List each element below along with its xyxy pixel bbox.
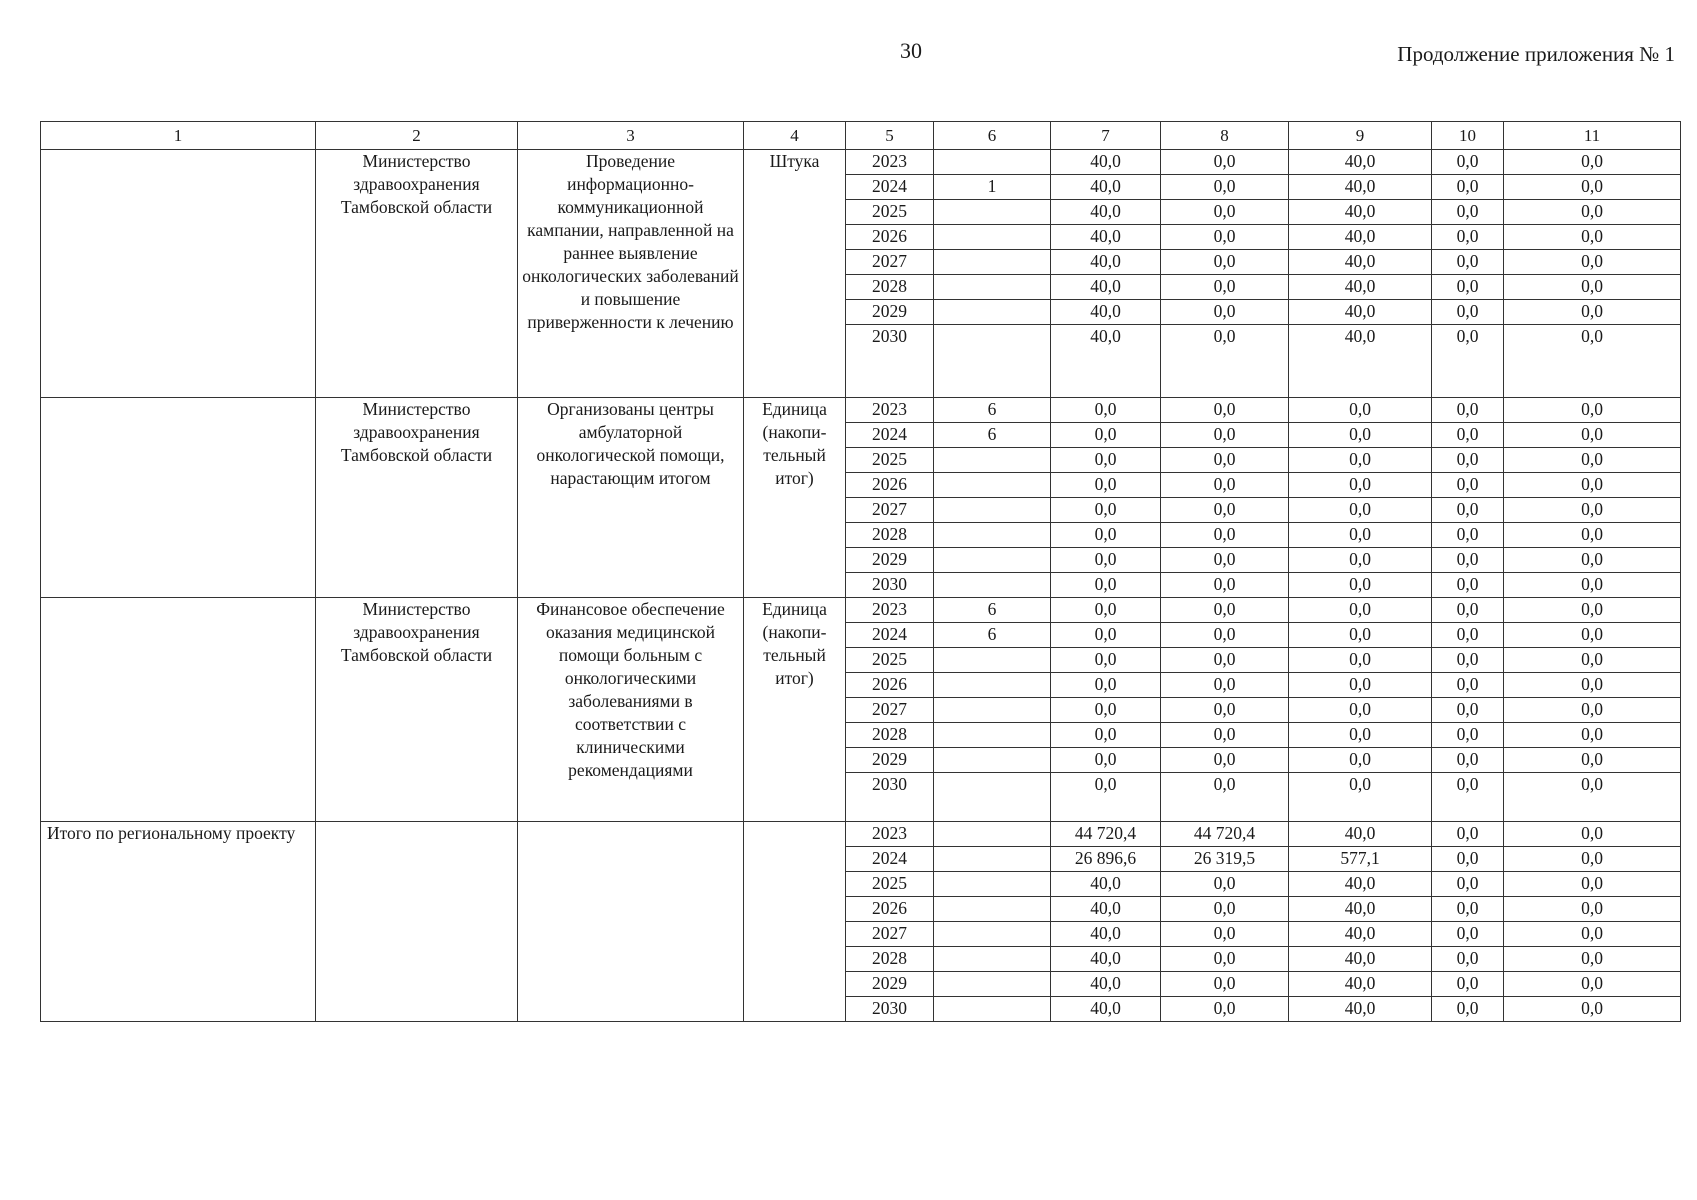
col6-cell	[934, 225, 1051, 250]
year-cell: 2024	[846, 175, 934, 200]
col9-cell: 0,0	[1289, 748, 1432, 773]
col11-cell: 0,0	[1504, 523, 1681, 548]
empty-cell	[518, 822, 744, 1022]
col8-cell: 0,0	[1161, 748, 1289, 773]
col6-cell	[934, 723, 1051, 748]
col7-cell: 40,0	[1051, 200, 1161, 225]
col7-cell: 40,0	[1051, 175, 1161, 200]
col8-cell: 0,0	[1161, 325, 1289, 398]
col9-cell: 0,0	[1289, 773, 1432, 822]
col10-cell: 0,0	[1432, 250, 1504, 275]
col7-cell: 40,0	[1051, 325, 1161, 398]
col7-cell: 0,0	[1051, 648, 1161, 673]
col11-cell: 0,0	[1504, 300, 1681, 325]
table-row	[41, 598, 1681, 623]
col6-cell: 6	[934, 623, 1051, 648]
col7-cell: 0,0	[1051, 573, 1161, 598]
data-table	[40, 121, 1681, 1022]
column-header: 4	[744, 122, 846, 150]
total-label: Итого по региональному проекту	[41, 822, 316, 1022]
col7-cell: 40,0	[1051, 947, 1161, 972]
col6-cell	[934, 947, 1051, 972]
col6-cell	[934, 922, 1051, 947]
column-header: 6	[934, 122, 1051, 150]
col10-cell: 0,0	[1432, 225, 1504, 250]
col8-cell: 0,0	[1161, 972, 1289, 997]
col6-cell	[934, 325, 1051, 398]
col9-cell: 40,0	[1289, 275, 1432, 300]
column-numbers-row	[41, 122, 1681, 150]
year-cell: 2025	[846, 872, 934, 897]
year-cell: 2025	[846, 648, 934, 673]
col7-cell: 0,0	[1051, 523, 1161, 548]
col7-cell: 0,0	[1051, 748, 1161, 773]
year-cell: 2026	[846, 473, 934, 498]
col8-cell: 0,0	[1161, 548, 1289, 573]
col6-cell	[934, 275, 1051, 300]
column-header: 9	[1289, 122, 1432, 150]
col9-cell: 40,0	[1289, 822, 1432, 847]
col10-cell: 0,0	[1432, 648, 1504, 673]
col6-cell	[934, 698, 1051, 723]
col11-cell: 0,0	[1504, 498, 1681, 523]
col11-cell: 0,0	[1504, 872, 1681, 897]
col11-cell: 0,0	[1504, 947, 1681, 972]
col7-cell: 44 720,4	[1051, 822, 1161, 847]
col9-cell: 40,0	[1289, 947, 1432, 972]
empty-cell	[41, 150, 316, 398]
year-cell: 2029	[846, 548, 934, 573]
col7-cell: 0,0	[1051, 448, 1161, 473]
col7-cell: 0,0	[1051, 698, 1161, 723]
table-row	[41, 398, 1681, 423]
col10-cell: 0,0	[1432, 947, 1504, 972]
col11-cell: 0,0	[1504, 623, 1681, 648]
col9-cell: 0,0	[1289, 398, 1432, 423]
col7-cell: 40,0	[1051, 872, 1161, 897]
col10-cell: 0,0	[1432, 748, 1504, 773]
col7-cell: 0,0	[1051, 423, 1161, 448]
col8-cell: 0,0	[1161, 723, 1289, 748]
col10-cell: 0,0	[1432, 573, 1504, 598]
col9-cell: 40,0	[1289, 997, 1432, 1022]
col9-cell: 40,0	[1289, 922, 1432, 947]
col8-cell: 0,0	[1161, 448, 1289, 473]
year-cell: 2028	[846, 947, 934, 972]
year-cell: 2029	[846, 972, 934, 997]
col6-cell	[934, 150, 1051, 175]
col6-cell	[934, 673, 1051, 698]
col9-cell: 40,0	[1289, 200, 1432, 225]
col8-cell: 0,0	[1161, 648, 1289, 673]
col10-cell: 0,0	[1432, 175, 1504, 200]
year-cell: 2025	[846, 448, 934, 473]
column-header: 7	[1051, 122, 1161, 150]
col6-cell	[934, 748, 1051, 773]
year-cell: 2023	[846, 398, 934, 423]
column-header: 3	[518, 122, 744, 150]
col7-cell: 40,0	[1051, 225, 1161, 250]
col11-cell: 0,0	[1504, 648, 1681, 673]
col10-cell: 0,0	[1432, 847, 1504, 872]
column-header: 1	[41, 122, 316, 150]
col9-cell: 0,0	[1289, 648, 1432, 673]
col7-cell: 40,0	[1051, 897, 1161, 922]
col9-cell: 40,0	[1289, 250, 1432, 275]
col8-cell: 0,0	[1161, 673, 1289, 698]
col7-cell: 0,0	[1051, 773, 1161, 822]
col10-cell: 0,0	[1432, 498, 1504, 523]
col8-cell: 0,0	[1161, 997, 1289, 1022]
col8-cell: 44 720,4	[1161, 822, 1289, 847]
col9-cell: 0,0	[1289, 473, 1432, 498]
year-cell: 2023	[846, 598, 934, 623]
col11-cell: 0,0	[1504, 448, 1681, 473]
col11-cell: 0,0	[1504, 997, 1681, 1022]
col6-cell: 6	[934, 398, 1051, 423]
col7-cell: 0,0	[1051, 598, 1161, 623]
col8-cell: 0,0	[1161, 947, 1289, 972]
col11-cell: 0,0	[1504, 548, 1681, 573]
year-cell: 2027	[846, 498, 934, 523]
col10-cell: 0,0	[1432, 922, 1504, 947]
col9-cell: 40,0	[1289, 175, 1432, 200]
col7-cell: 40,0	[1051, 250, 1161, 275]
col7-cell: 40,0	[1051, 972, 1161, 997]
col6-cell	[934, 548, 1051, 573]
col7-cell: 0,0	[1051, 723, 1161, 748]
year-cell: 2026	[846, 897, 934, 922]
col10-cell: 0,0	[1432, 598, 1504, 623]
unit-cell: Штука	[744, 150, 846, 398]
col11-cell: 0,0	[1504, 423, 1681, 448]
year-cell: 2030	[846, 773, 934, 822]
col7-cell: 40,0	[1051, 922, 1161, 947]
year-cell: 2024	[846, 847, 934, 872]
col10-cell: 0,0	[1432, 723, 1504, 748]
col10-cell: 0,0	[1432, 773, 1504, 822]
col8-cell: 0,0	[1161, 473, 1289, 498]
col7-cell: 26 896,6	[1051, 847, 1161, 872]
col6-cell: 6	[934, 598, 1051, 623]
col7-cell: 0,0	[1051, 548, 1161, 573]
col8-cell: 0,0	[1161, 423, 1289, 448]
col8-cell: 0,0	[1161, 872, 1289, 897]
col9-cell: 40,0	[1289, 872, 1432, 897]
col6-cell	[934, 997, 1051, 1022]
column-header: 10	[1432, 122, 1504, 150]
col6-cell	[934, 872, 1051, 897]
year-cell: 2029	[846, 748, 934, 773]
column-header: 8	[1161, 122, 1289, 150]
col11-cell: 0,0	[1504, 748, 1681, 773]
year-cell: 2027	[846, 922, 934, 947]
col10-cell: 0,0	[1432, 325, 1504, 398]
col7-cell: 0,0	[1051, 623, 1161, 648]
empty-cell	[744, 822, 846, 1022]
year-cell: 2025	[846, 200, 934, 225]
col10-cell: 0,0	[1432, 897, 1504, 922]
col7-cell: 40,0	[1051, 300, 1161, 325]
col7-cell: 40,0	[1051, 997, 1161, 1022]
year-cell: 2026	[846, 673, 934, 698]
col6-cell	[934, 573, 1051, 598]
col6-cell	[934, 250, 1051, 275]
col8-cell: 0,0	[1161, 773, 1289, 822]
col9-cell: 40,0	[1289, 972, 1432, 997]
col10-cell: 0,0	[1432, 698, 1504, 723]
col11-cell: 0,0	[1504, 175, 1681, 200]
col8-cell: 0,0	[1161, 573, 1289, 598]
col6-cell	[934, 523, 1051, 548]
year-cell: 2023	[846, 150, 934, 175]
unit-cell: Единица (накопи-тельный итог)	[744, 398, 846, 598]
col10-cell: 0,0	[1432, 473, 1504, 498]
year-cell: 2028	[846, 723, 934, 748]
col6-cell: 1	[934, 175, 1051, 200]
col8-cell: 0,0	[1161, 300, 1289, 325]
col6-cell	[934, 473, 1051, 498]
col6-cell: 6	[934, 423, 1051, 448]
col10-cell: 0,0	[1432, 623, 1504, 648]
continuation-caption: Продолжение приложения № 1	[1397, 42, 1675, 66]
col6-cell	[934, 847, 1051, 872]
col9-cell: 0,0	[1289, 423, 1432, 448]
year-cell: 2026	[846, 225, 934, 250]
col11-cell: 0,0	[1504, 598, 1681, 623]
col6-cell	[934, 822, 1051, 847]
col6-cell	[934, 300, 1051, 325]
col7-cell: 0,0	[1051, 673, 1161, 698]
col10-cell: 0,0	[1432, 398, 1504, 423]
empty-cell	[41, 598, 316, 822]
col9-cell: 0,0	[1289, 673, 1432, 698]
col8-cell: 0,0	[1161, 623, 1289, 648]
col9-cell: 40,0	[1289, 325, 1432, 398]
col7-cell: 0,0	[1051, 473, 1161, 498]
col10-cell: 0,0	[1432, 822, 1504, 847]
col8-cell: 0,0	[1161, 200, 1289, 225]
col10-cell: 0,0	[1432, 997, 1504, 1022]
col11-cell: 0,0	[1504, 225, 1681, 250]
empty-cell	[316, 822, 518, 1022]
ministry-cell: Министерство здравоохранения Тамбовской области	[316, 598, 518, 822]
col10-cell: 0,0	[1432, 150, 1504, 175]
col10-cell: 0,0	[1432, 972, 1504, 997]
col8-cell: 0,0	[1161, 598, 1289, 623]
col9-cell: 40,0	[1289, 150, 1432, 175]
col11-cell: 0,0	[1504, 473, 1681, 498]
col11-cell: 0,0	[1504, 250, 1681, 275]
col9-cell: 0,0	[1289, 598, 1432, 623]
col11-cell: 0,0	[1504, 723, 1681, 748]
year-cell: 2027	[846, 698, 934, 723]
col9-cell: 0,0	[1289, 523, 1432, 548]
col8-cell: 0,0	[1161, 698, 1289, 723]
col8-cell: 0,0	[1161, 498, 1289, 523]
year-cell: 2027	[846, 250, 934, 275]
col8-cell: 0,0	[1161, 897, 1289, 922]
ministry-cell: Министерство здравоохранения Тамбовской области	[316, 398, 518, 598]
col9-cell: 0,0	[1289, 623, 1432, 648]
ministry-cell: Министерство здравоохранения Тамбовской области	[316, 150, 518, 398]
year-cell: 2024	[846, 623, 934, 648]
col9-cell: 0,0	[1289, 448, 1432, 473]
col11-cell: 0,0	[1504, 698, 1681, 723]
col10-cell: 0,0	[1432, 300, 1504, 325]
col6-cell	[934, 972, 1051, 997]
col9-cell: 0,0	[1289, 498, 1432, 523]
col6-cell	[934, 897, 1051, 922]
col11-cell: 0,0	[1504, 847, 1681, 872]
col11-cell: 0,0	[1504, 822, 1681, 847]
page-number: 30	[900, 38, 922, 63]
col9-cell: 40,0	[1289, 300, 1432, 325]
col9-cell: 0,0	[1289, 573, 1432, 598]
column-header: 11	[1504, 122, 1681, 150]
table-body	[41, 150, 1681, 1022]
col7-cell: 40,0	[1051, 275, 1161, 300]
col6-cell	[934, 498, 1051, 523]
col8-cell: 0,0	[1161, 922, 1289, 947]
col11-cell: 0,0	[1504, 275, 1681, 300]
col8-cell: 0,0	[1161, 175, 1289, 200]
year-cell: 2024	[846, 423, 934, 448]
col9-cell: 40,0	[1289, 225, 1432, 250]
column-header: 2	[316, 122, 518, 150]
col10-cell: 0,0	[1432, 673, 1504, 698]
measure-cell: Организованы центры амбулаторной онкологической помощи, нарастающим итогом	[518, 398, 744, 598]
col9-cell: 40,0	[1289, 897, 1432, 922]
unit-cell: Единица (накопи-тельный итог)	[744, 598, 846, 822]
col7-cell: 40,0	[1051, 150, 1161, 175]
col11-cell: 0,0	[1504, 325, 1681, 398]
col7-cell: 0,0	[1051, 498, 1161, 523]
col11-cell: 0,0	[1504, 150, 1681, 175]
col6-cell	[934, 200, 1051, 225]
col6-cell	[934, 648, 1051, 673]
col9-cell: 0,0	[1289, 698, 1432, 723]
col8-cell: 0,0	[1161, 275, 1289, 300]
col9-cell: 577,1	[1289, 847, 1432, 872]
col11-cell: 0,0	[1504, 773, 1681, 822]
col8-cell: 0,0	[1161, 225, 1289, 250]
col10-cell: 0,0	[1432, 423, 1504, 448]
year-cell: 2030	[846, 325, 934, 398]
col11-cell: 0,0	[1504, 922, 1681, 947]
year-cell: 2030	[846, 573, 934, 598]
col10-cell: 0,0	[1432, 523, 1504, 548]
col11-cell: 0,0	[1504, 398, 1681, 423]
year-cell: 2028	[846, 523, 934, 548]
total-row	[41, 822, 1681, 847]
col6-cell	[934, 773, 1051, 822]
col10-cell: 0,0	[1432, 200, 1504, 225]
col8-cell: 26 319,5	[1161, 847, 1289, 872]
col10-cell: 0,0	[1432, 548, 1504, 573]
measure-cell: Финансовое обеспечение оказания медицинской помощи больным с онкологическими заболеваниями в соответствии с клиническими рекомендациями	[518, 598, 744, 822]
col10-cell: 0,0	[1432, 872, 1504, 897]
measure-cell: Проведение информационно-коммуникационной кампании, направленной на раннее выявление онкологических заболеваний и повышение приверженности к лечению	[518, 150, 744, 398]
col11-cell: 0,0	[1504, 573, 1681, 598]
col6-cell	[934, 448, 1051, 473]
col7-cell: 0,0	[1051, 398, 1161, 423]
column-header: 5	[846, 122, 934, 150]
year-cell: 2029	[846, 300, 934, 325]
col8-cell: 0,0	[1161, 250, 1289, 275]
col11-cell: 0,0	[1504, 673, 1681, 698]
table-row	[41, 150, 1681, 175]
col11-cell: 0,0	[1504, 897, 1681, 922]
col11-cell: 0,0	[1504, 972, 1681, 997]
year-cell: 2030	[846, 997, 934, 1022]
year-cell: 2023	[846, 822, 934, 847]
col10-cell: 0,0	[1432, 448, 1504, 473]
col8-cell: 0,0	[1161, 150, 1289, 175]
empty-cell	[41, 398, 316, 598]
col8-cell: 0,0	[1161, 398, 1289, 423]
col10-cell: 0,0	[1432, 275, 1504, 300]
col8-cell: 0,0	[1161, 523, 1289, 548]
col9-cell: 0,0	[1289, 548, 1432, 573]
year-cell: 2028	[846, 275, 934, 300]
col9-cell: 0,0	[1289, 723, 1432, 748]
col11-cell: 0,0	[1504, 200, 1681, 225]
